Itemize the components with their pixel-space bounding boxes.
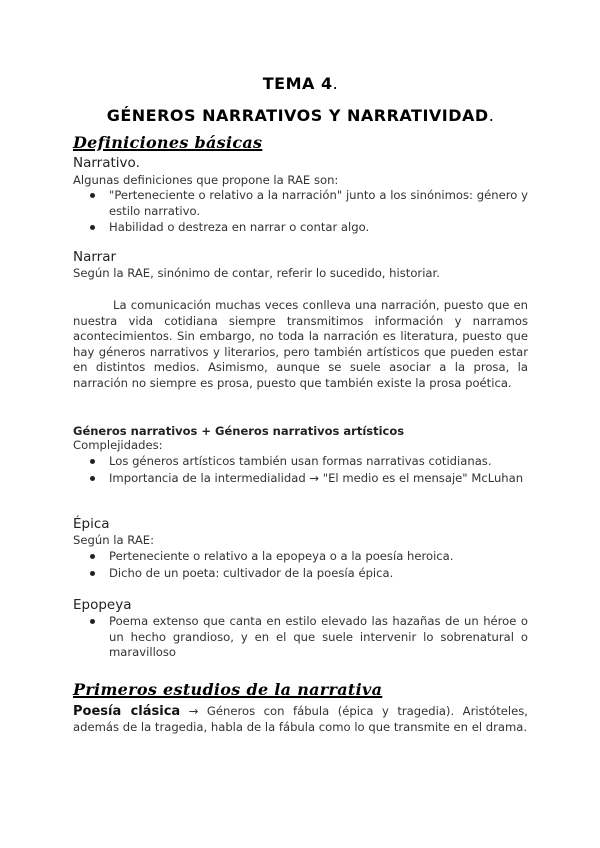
section-primeros-heading: Primeros estudios de la narrativa: [73, 680, 383, 699]
list-item: Poema extenso que canta en estilo elevado las hazañas de un héroe o un hecho grandioso, y en el que suele intervenir lo sobrenatural o maravilloso: [73, 614, 528, 661]
epopeya-heading: Epopeya: [73, 597, 132, 613]
title-dot-2: .: [488, 106, 495, 125]
list-item: "Perteneciente o relativo a la narración" junto a los sinónimos: género y estilo narrativo.: [73, 188, 528, 219]
bullet-icon: [90, 554, 95, 559]
bullet-icon: [90, 619, 95, 624]
section-definiciones-heading: Definiciones básicas: [73, 133, 263, 152]
poesia-clasica-text: → Géneros con fábula (épica y tragedia). Aristóteles, además de la tragedia, habla de la fábula como lo que transmite en el drama.: [73, 704, 528, 734]
poesia-clasica-label: Poesía clásica: [73, 704, 181, 719]
narrar-heading: Narrar: [73, 249, 117, 265]
narrativo-bullets: [73, 188, 528, 237]
bullet-icon: [90, 225, 95, 230]
poesia-clasica-paragraph: [73, 704, 528, 735]
list-item: Habilidad o destreza en narrar o contar algo.: [73, 220, 528, 236]
bullet-icon: [90, 459, 95, 464]
title-tema: TEMA 4: [262, 74, 333, 93]
epica-heading: Épica: [73, 516, 110, 532]
list-item: Importancia de la intermedialidad → "El medio es el mensaje" McLuhan: [73, 471, 528, 487]
list-item: Los géneros artísticos también usan formas narrativas cotidianas.: [73, 454, 528, 470]
narrativo-intro: Algunas definiciones que propone la RAE son:: [73, 173, 339, 187]
bullet-icon: [90, 476, 95, 481]
generos-intro: Complejidades:: [73, 438, 163, 452]
title-generos: GÉNEROS NARRATIVOS Y NARRATIVIDAD: [106, 106, 489, 125]
generos-heading: Géneros narrativos + Géneros narrativos artísticos: [73, 424, 405, 438]
intro-paragraph: La comunicación muchas veces conlleva una narración, puesto que en nuestra vida cotidiana siempre transmitimos información y narramos acontecimientos. Sin embargo, no toda la narración es literatura, puesto que hay géneros narrativos y literarios, pero también artísticos que pueden estar en distintos medios. Asimismo, aunque se suele asociar a la prosa, la narración no siempre es prosa, puesto que también existe la prosa poética.: [73, 298, 528, 390]
list-item: Perteneciente o relativo a la epopeya o a la poesía heroica.: [73, 549, 528, 565]
bullet-icon: [90, 571, 95, 576]
generos-bullets: [73, 454, 528, 487]
doc-title-line2: [73, 106, 528, 125]
epica-bullets: [73, 549, 528, 582]
list-item: Dicho de un poeta: cultivador de la poesía épica.: [73, 566, 528, 582]
title-dot-1: .: [332, 74, 339, 93]
epica-intro: Según la RAE:: [73, 533, 154, 547]
doc-title-line1: [73, 74, 528, 93]
bullet-icon: [90, 193, 95, 198]
epopeya-bullets: [73, 614, 528, 662]
narrar-text: Según la RAE, sinónimo de contar, referir lo sucedido, historiar.: [73, 266, 440, 280]
narrativo-heading: Narrativo.: [73, 155, 140, 171]
